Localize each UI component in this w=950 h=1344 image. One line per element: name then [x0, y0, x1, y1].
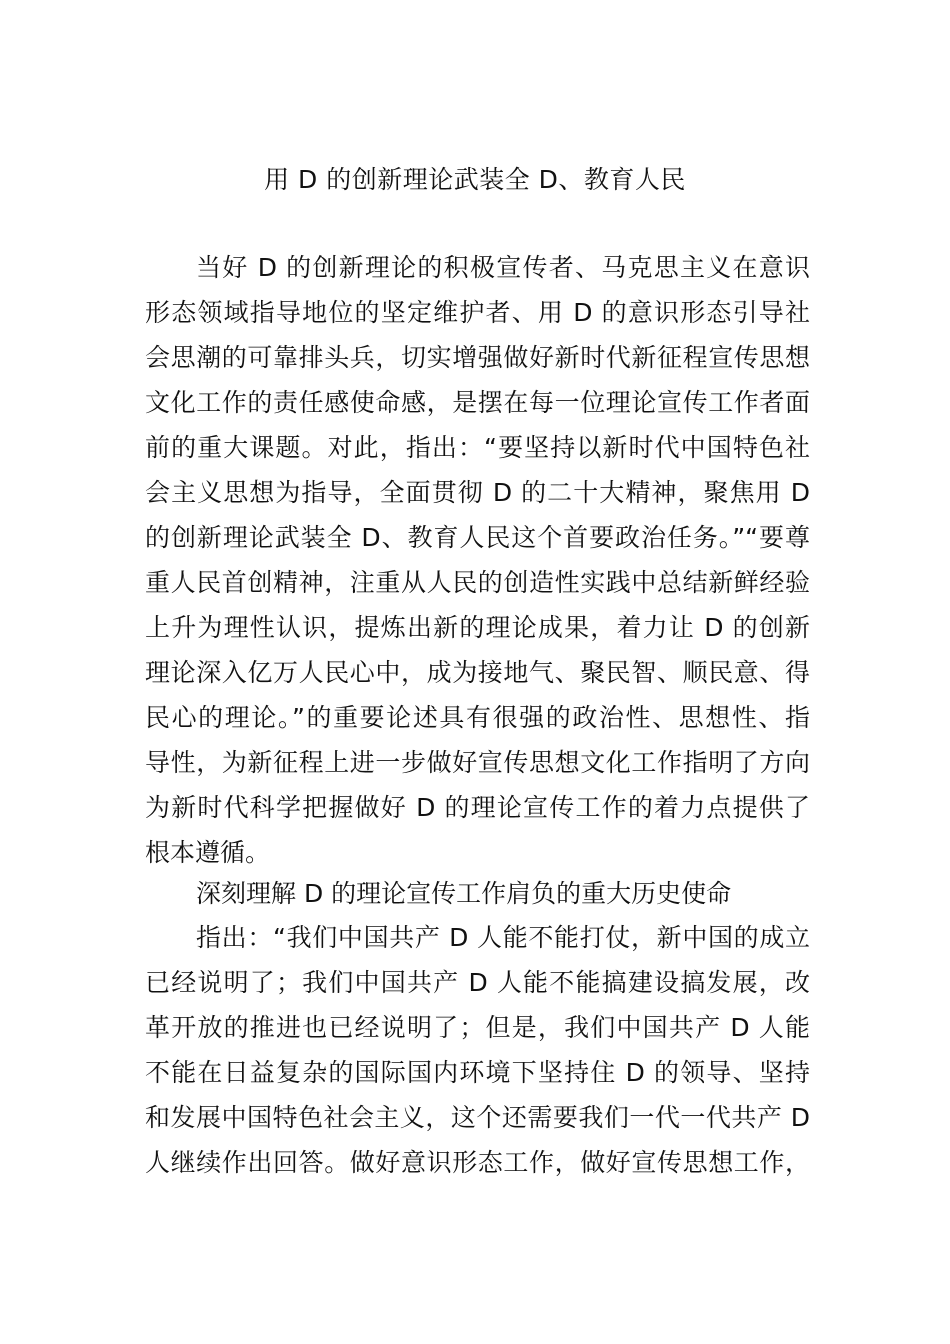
paragraph-line: 不能在日益复杂的国际国内环境下坚持住 D 的领导、坚持 [145, 1058, 810, 1087]
paragraph-line: 上升为理性认识，提炼出新的理论成果，着力让 D 的创新 [145, 613, 810, 642]
paragraph-line: 会思潮的可靠排头兵，切实增强做好新时代新征程宣传思想 [145, 343, 810, 372]
document-title: 用 D 的创新理论武装全 D、教育人民 [264, 165, 686, 194]
paragraph-line: 重人民首创精神，注重从人民的创造性实践中总结新鲜经验 [145, 568, 810, 597]
paragraph-line: 人继续作出回答。做好意识形态工作，做好宣传思想工作， [145, 1148, 810, 1177]
paragraph-line: 导性，为新征程上进一步做好宣传思想文化工作指明了方向 [145, 748, 810, 777]
paragraph-line: 根本遵循。 [145, 838, 271, 867]
paragraph-line: 会主义思想为指导，全面贯彻 D 的二十大精神，聚焦用 D [145, 478, 810, 507]
paragraph-line: 当好 D 的创新理论的积极宣传者、马克思主义在意识 [196, 253, 810, 282]
paragraph-line: 理论深入亿万人民心中，成为接地气、聚民智、顺民意、得 [145, 658, 810, 687]
paragraph-line: 民心的理论。”的重要论述具有很强的政治性、思想性、指 [145, 703, 810, 732]
paragraph-line: 和发展中国特色社会主义，这个还需要我们一代一代共产 D [145, 1103, 810, 1132]
section-heading: 深刻理解 D 的理论宣传工作肩负的重大历史使命 [196, 879, 732, 908]
paragraph-line: 文化工作的责任感使命感，是摆在每一位理论宣传工作者面 [145, 388, 810, 417]
paragraph-line: 革开放的推进也已经说明了；但是，我们中国共产 D 人能 [145, 1013, 810, 1042]
paragraph-line: 前的重大课题。对此，指出：“要坚持以新时代中国特色社 [145, 433, 810, 462]
paragraph-line: 为新时代科学把握做好 D 的理论宣传工作的着力点提供了 [145, 793, 810, 822]
paragraph-line: 形态领域指导地位的坚定维护者、用 D 的意识形态引导社 [145, 298, 810, 327]
paragraph-line: 指出：“我们中国共产 D 人能不能打仗，新中国的成立 [196, 923, 810, 952]
paragraph-line: 的创新理论武装全 D、教育人民这个首要政治任务。”“要尊 [145, 523, 810, 552]
paragraph-line: 已经说明了；我们中国共产 D 人能不能搞建设搞发展，改 [145, 968, 810, 997]
